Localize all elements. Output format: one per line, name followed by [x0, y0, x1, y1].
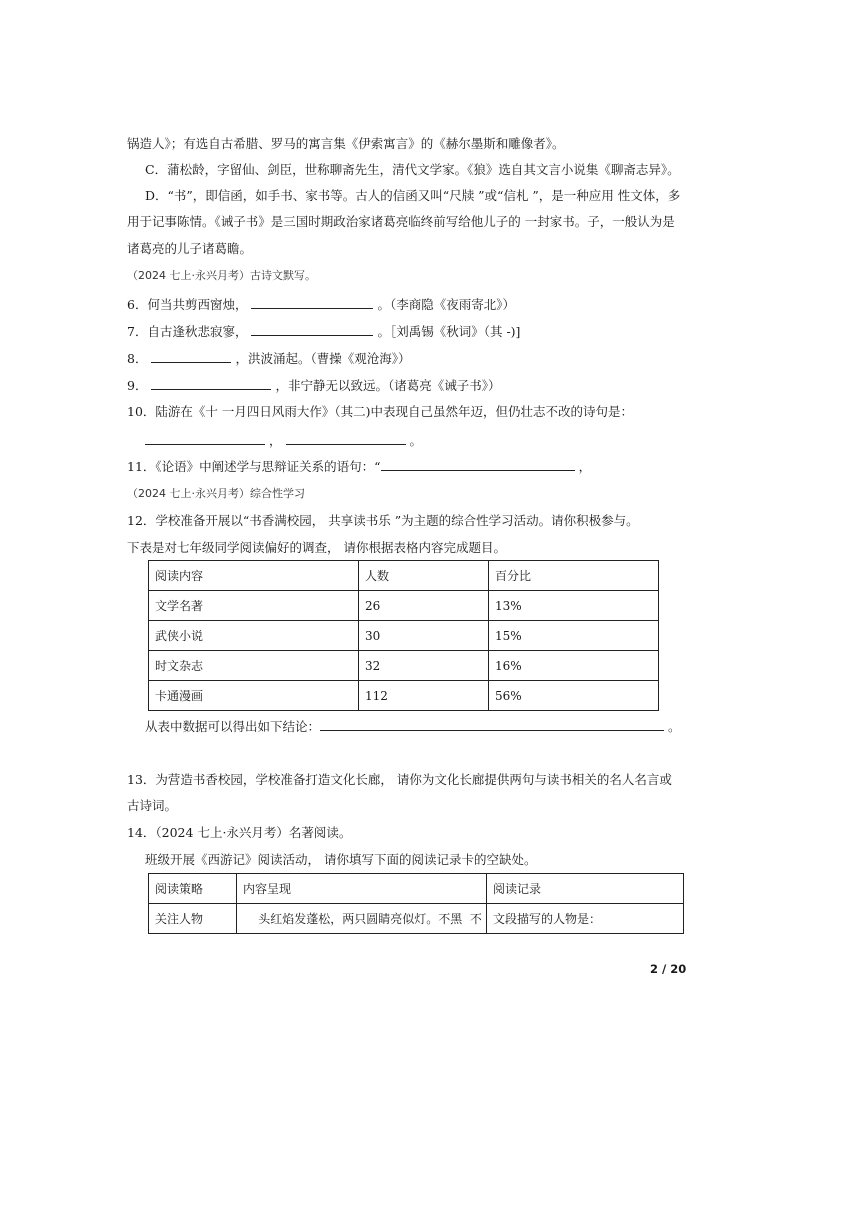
table-cell[interactable]: 文段描写的人物是： — [487, 904, 684, 934]
para-d-line3: 诸葛亮的儿子诸葛瞻。 — [127, 241, 253, 256]
question-11 — [127, 458, 591, 475]
q9-prefix: 9． — [127, 378, 148, 393]
question-12-conclusion — [145, 718, 681, 735]
conclusion-answer-blank[interactable] — [320, 718, 664, 731]
q9-answer-blank[interactable] — [151, 377, 271, 390]
q10-answer-blank-2[interactable] — [286, 432, 406, 445]
conclusion-end: 。 — [668, 719, 681, 734]
table-cell: 16% — [489, 651, 659, 681]
table-header-cell: 内容呈现 — [237, 874, 487, 904]
para-d-line1: D．“书”，即信函，如手书、家书等。古人的信函又叫“尺牍 ”或“信札 ”，是一种应用 性文体，多 — [145, 188, 681, 203]
table-header-cell: 阅读策略 — [149, 874, 237, 904]
table-header-cell: 百分比 — [489, 561, 659, 591]
question-10: 10．陆游在《十 一月四日风雨大作》（其二)中表现自己虽然年迈，但仍壮志不改的诗句是： — [127, 404, 634, 419]
table-cell: 26 — [359, 591, 489, 621]
table-cell: 卡通漫画 — [149, 681, 359, 711]
table-cell: 武侠小说 — [149, 621, 359, 651]
question-8 — [127, 350, 410, 367]
q8-suffix: ，洪波涌起。（曹操《观沧海》） — [235, 351, 411, 366]
q11-prefix: 11．《论语》中阐述学与思辩证关系的语句：“ — [127, 459, 381, 474]
para-d-line2: 用于记事陈情。《诫子书》是三国时期政治家诸葛亮临终前写给他儿子的 一封家书。子，一般认为是 — [127, 214, 675, 229]
table-row — [149, 621, 659, 651]
table-cell: 112 — [359, 681, 489, 711]
table-cell: 30 — [359, 621, 489, 651]
table-cell: 时文杂志 — [149, 651, 359, 681]
question-7 — [127, 323, 520, 340]
q8-answer-blank[interactable] — [151, 350, 231, 363]
table-header-cell: 阅读记录 — [487, 874, 684, 904]
table-header-row — [149, 874, 684, 904]
table-header-cell: 阅读内容 — [149, 561, 359, 591]
q7-suffix: 。［刘禹锡《秋词》（其 -)] — [377, 324, 521, 339]
q7-prefix: 7．自古逢秋悲寂寥， — [127, 324, 248, 339]
table-cell: 13% — [489, 591, 659, 621]
section-heading-poetry: （2024 七上·永兴月考）古诗文默写。 — [127, 269, 316, 282]
survey-table — [148, 560, 659, 711]
q10-separator: ， — [269, 433, 282, 448]
conclusion-label: 从表中数据可以得出如下结论： — [145, 719, 321, 734]
reading-record-table — [148, 873, 684, 934]
q6-answer-blank[interactable] — [251, 296, 373, 309]
para-b-tail: 锅造人》；有选自古希腊、罗马的寓言集《伊索寓言》的《赫尔墨斯和雕像者》。 — [127, 136, 565, 151]
table-row — [149, 591, 659, 621]
q6-prefix: 6．何当共剪西窗烛， — [127, 297, 248, 312]
q6-suffix: 。（李商隐《夜雨寄北》） — [377, 297, 515, 312]
table-header-row — [149, 561, 659, 591]
q10-end: 。 — [409, 433, 423, 448]
table-row — [149, 904, 684, 934]
question-13: 13．为营造书香校园，学校准备打造文化长廊， 请你为文化长廊提供两句与读书相关的名人名言或 — [127, 772, 672, 787]
table-cell: 15% — [489, 621, 659, 651]
q11-suffix: ， — [578, 459, 592, 474]
page-number: 2 / 20 — [650, 962, 687, 976]
table-cell: 头红焰发蓬松，两只圆睛亮似灯。不黑 不 — [237, 904, 487, 934]
question-13-line2: 古诗词。 — [127, 798, 178, 813]
q11-answer-blank[interactable] — [381, 458, 575, 471]
question-14: 14．（2024 七上·永兴月考）名著阅读。 — [127, 825, 352, 840]
q7-answer-blank[interactable] — [251, 323, 373, 336]
question-9 — [127, 377, 500, 394]
question-14-instruction: 班级开展《西游记》阅读活动， 请你填写下面的阅读记录卡的空缺处。 — [145, 852, 537, 867]
table-cell: 关注人物 — [149, 904, 237, 934]
table-cell: 文学名著 — [149, 591, 359, 621]
question-6 — [127, 296, 515, 313]
question-12-instruction: 下表是对七年级同学阅读偏好的调查， 请你根据表格内容完成题目。 — [127, 540, 506, 555]
table-header-cell: 人数 — [359, 561, 489, 591]
q9-suffix: ，非宁静无以致远。（诸葛亮《诫子书》） — [275, 378, 501, 393]
question-12: 12．学校准备开展以“书香满校园， 共享读书乐 ”为主题的综合性学习活动。请你积极参与。 — [127, 513, 639, 528]
question-10-answers — [145, 432, 422, 449]
table-cell: 32 — [359, 651, 489, 681]
para-c: C．蒲松龄，字留仙、剑臣，世称聊斋先生，清代文学家。《狼》选自其文言小说集《聊斋志异》。 — [145, 162, 680, 177]
table-cell: 56% — [489, 681, 659, 711]
table-row — [149, 681, 659, 711]
section-heading-comprehensive: （2024 七上·永兴月考）综合性学习 — [127, 487, 305, 500]
table-row — [149, 651, 659, 681]
q8-prefix: 8． — [127, 351, 148, 366]
q10-answer-blank-1[interactable] — [145, 432, 265, 445]
